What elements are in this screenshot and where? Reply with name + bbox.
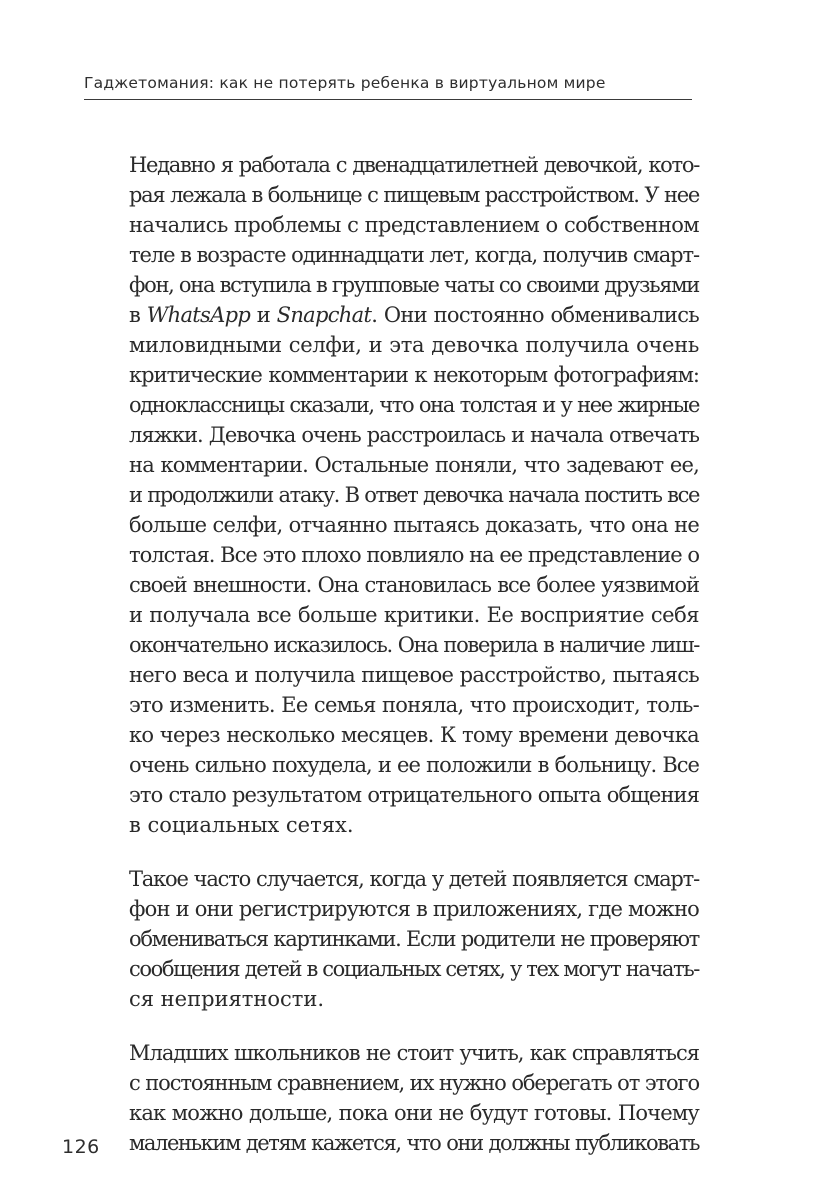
text-line: в социальных сетях. <box>129 813 354 837</box>
text-line: это стало результатом отрицательного опыта общения <box>129 783 699 807</box>
text-line: него веса и получила пищевое расстройство, пытаясь <box>129 663 699 687</box>
header-rule <box>84 99 692 100</box>
text-line: миловидными селфи, и эта девочка получила очень <box>129 333 699 357</box>
text-line: обмениваться картинками. Если родители не проверяют <box>129 927 699 951</box>
text-line: толстая. Все это плохо повлияло на ее представление о <box>129 543 699 567</box>
app-name-snapchat: Snapchat <box>276 303 372 327</box>
text-fragment: в <box>129 303 147 327</box>
paragraph-1 <box>129 150 699 840</box>
text-line: ляжки. Девочка очень расстроилась и начала отвечать <box>129 423 699 447</box>
text-line: ся неприятности. <box>129 987 325 1011</box>
text-line: очень сильно похудела, и ее положили в больницу. Все <box>129 753 699 777</box>
text-line: окончательно исказилось. Она поверила в наличие лиш- <box>129 633 699 657</box>
text-line: своей внешности. Она становилась все более уязвимой <box>129 573 699 597</box>
paragraph-2 <box>129 864 699 1014</box>
text-fragment: . Они постоянно обменивались <box>371 303 699 327</box>
text-line: Недавно я работала с двенадцатилетней девочкой, кото- <box>129 153 699 177</box>
text-line: критические комментарии к некоторым фотографиям: <box>129 363 699 387</box>
paragraph-3 <box>129 1038 699 1158</box>
text-line: начались проблемы с представлением о собственном <box>129 213 699 237</box>
text-line: фон, она вступила в групповые чаты со своими друзьями <box>129 273 699 297</box>
text-line: на комментарии. Остальные поняли, что задевают ее, <box>129 453 699 477</box>
text-line: фон и они регистрируются в приложениях, где можно <box>129 897 699 921</box>
text-line: сообщения детей в социальных сетях, у тех могут начать- <box>129 957 699 981</box>
text-line: одноклассницы сказали, что она толстая и у нее жирные <box>129 393 699 417</box>
running-header-title: Гаджетомания: как не потерять ребенка в виртуальном мире <box>84 74 606 92</box>
body-text <box>129 150 699 1182</box>
page-number: 126 <box>62 1136 100 1158</box>
text-line: с постоянным сравнением, их нужно оберегать от этого <box>129 1071 699 1095</box>
text-line: и продолжили атаку. В ответ девочка начала постить все <box>129 483 699 507</box>
text-line-with-apps <box>129 300 699 330</box>
text-line: больше селфи, отчаянно пытаясь доказать, что она не <box>129 513 699 537</box>
text-line: это изменить. Ее семья поняла, что происходит, толь- <box>129 693 699 717</box>
text-line: маленьким детям кажется, что они должны публиковать <box>129 1131 699 1155</box>
text-fragment: и <box>250 303 277 327</box>
app-name-whatsapp: WhatsApp <box>146 303 251 327</box>
text-line: ко через несколько месяцев. К тому времени девочка <box>129 723 699 747</box>
text-line: как можно дольше, пока они не будут готовы. Почему <box>129 1101 699 1125</box>
text-line: и получала все больше критики. Ее восприятие себя <box>129 603 699 627</box>
text-line: Такое часто случается, когда у детей появляется смарт- <box>129 867 699 891</box>
text-line: Младших школьников не стоит учить, как справляться <box>129 1041 699 1065</box>
text-line: рая лежала в больнице с пищевым расстройством. У нее <box>129 183 699 207</box>
text-line: теле в возрасте одиннадцати лет, когда, получив смарт- <box>129 243 699 267</box>
